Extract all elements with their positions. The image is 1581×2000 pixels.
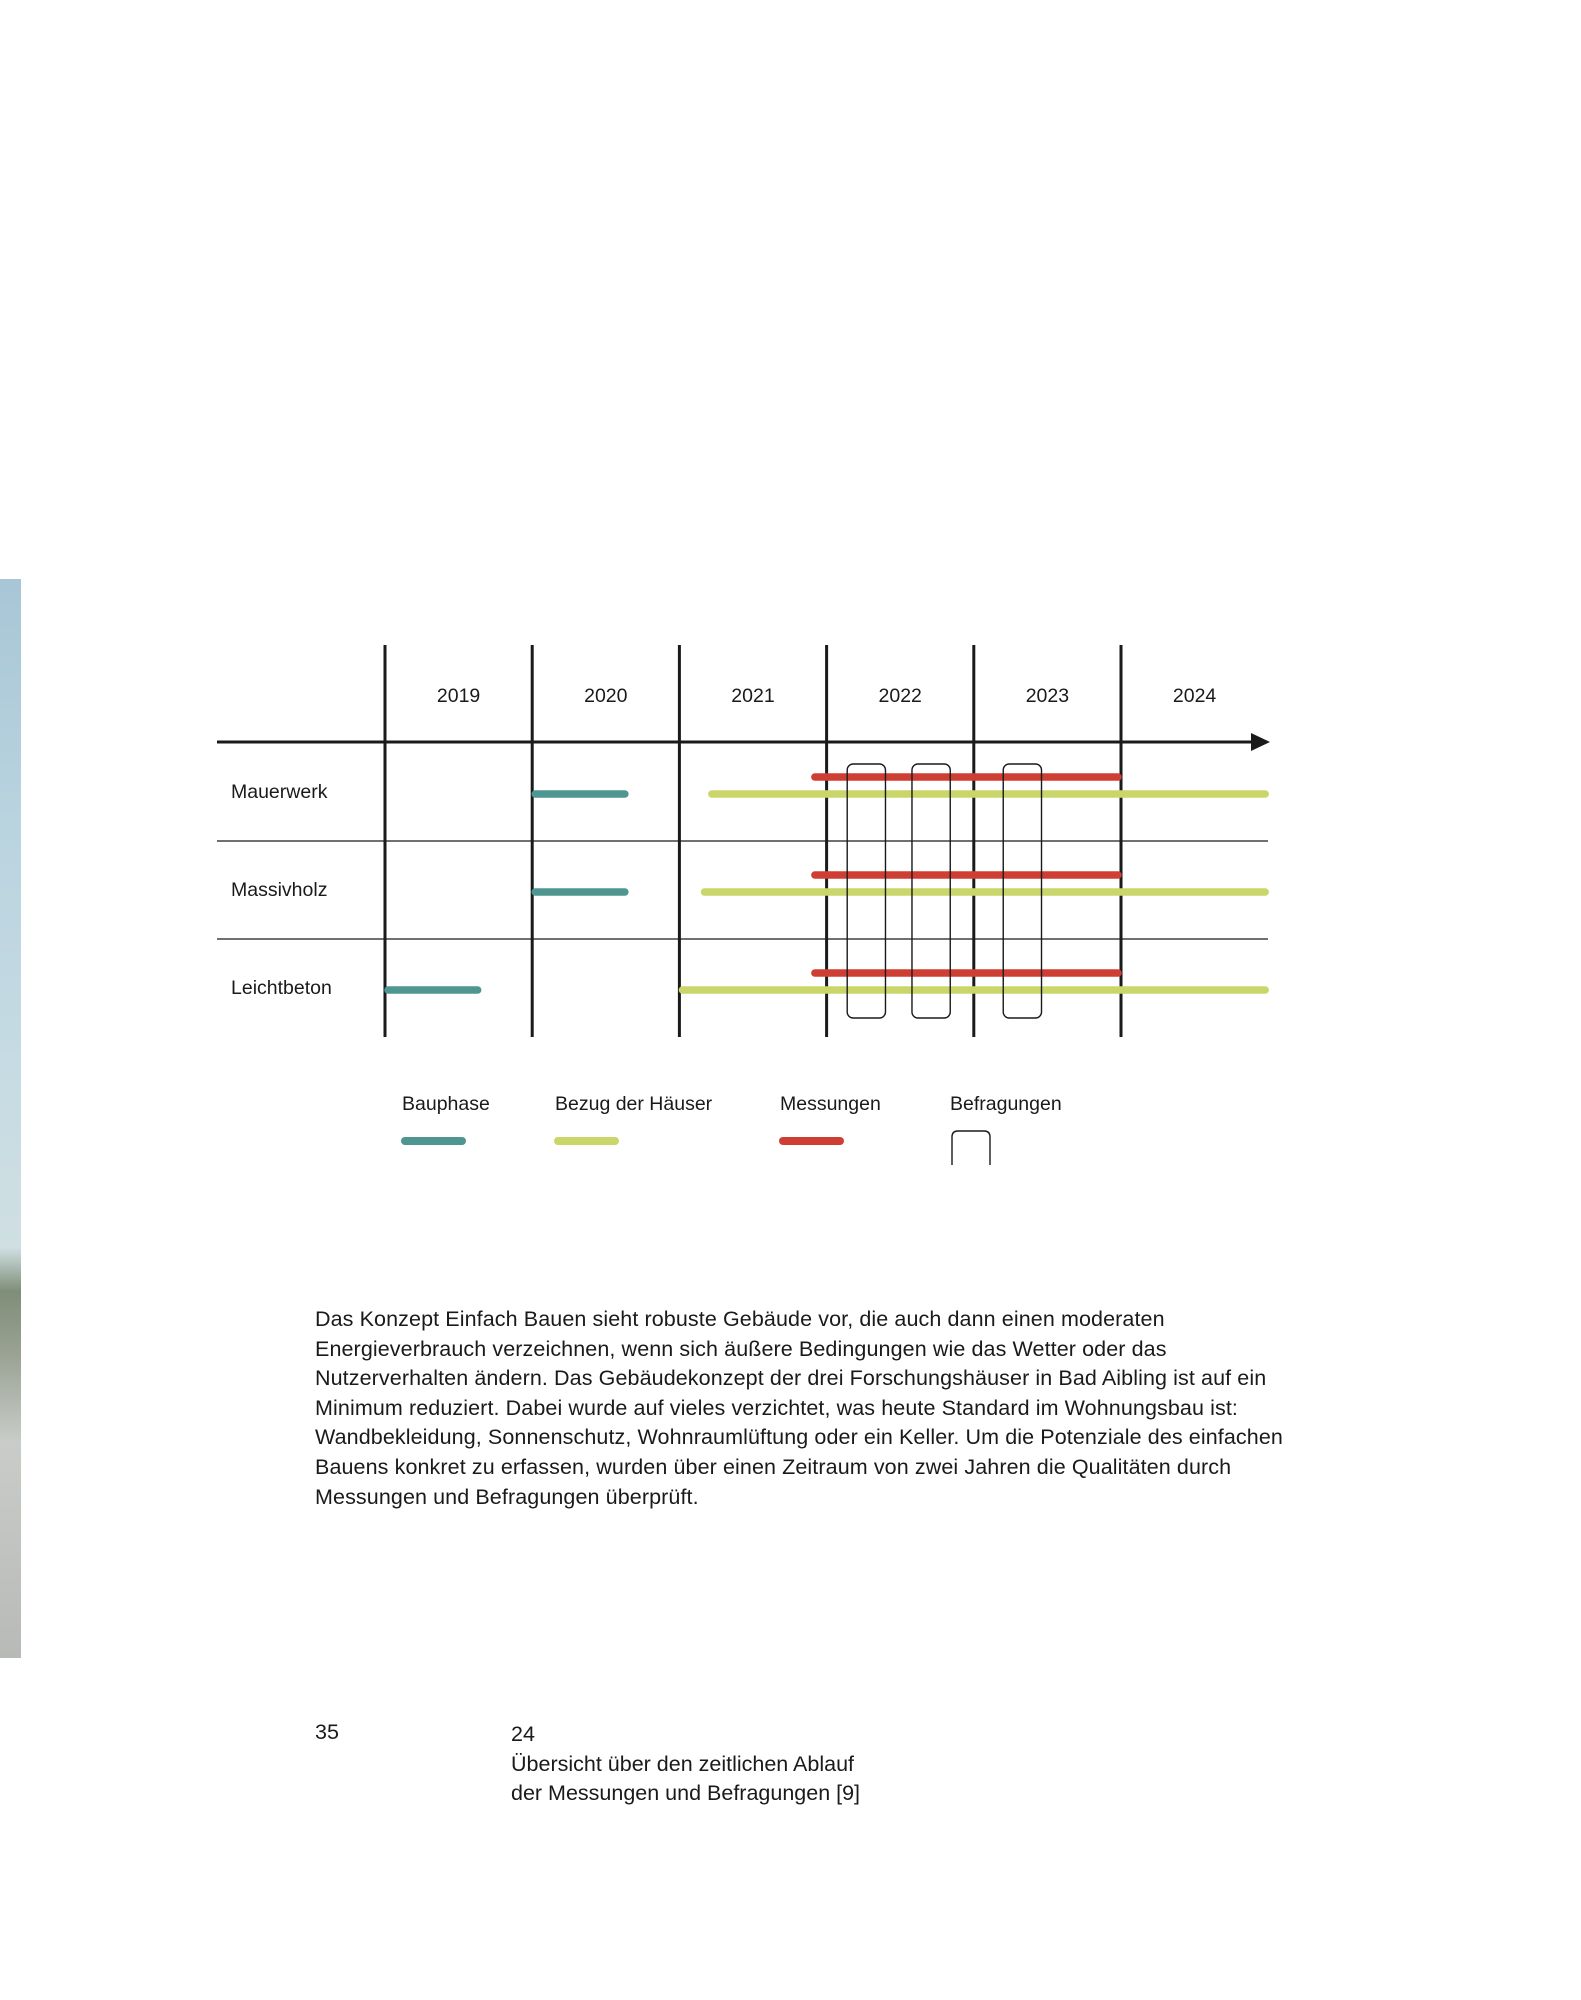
time-axis-arrowhead (1251, 733, 1270, 751)
year-label-2021: 2021 (731, 685, 775, 707)
figure-caption (511, 1720, 860, 1809)
legend-label-befragungen: Befragungen (950, 1093, 1062, 1115)
caption-line-1: Übersicht über den zeitlichen Ablauf (511, 1751, 855, 1776)
row-label-mauerwerk: Mauerwerk (231, 781, 328, 803)
legend-label-bauphase: Bauphase (402, 1093, 490, 1115)
legend-label-bezug: Bezug der Häuser (555, 1093, 713, 1115)
year-label-2024: 2024 (1172, 685, 1217, 707)
legend-swatch-befragungen (952, 1131, 990, 1165)
body-paragraph: Das Konzept Einfach Bauen sieht robuste Gebäude vor, die auch dann einen moderaten Energieverbrauch verzeichnen, wenn sich äußere Bedingungen wie das Wetter oder das Nutzerverhalten ändern. Das Gebäudekonzept der drei Forschungshäuser in Bad Aibling ist auf ein Minimum reduziert. Dabei wurde auf vieles verzichtet, was heute Standard im Wohnungsbau ist: Wandbekleidung, Sonnenschutz, Wohnraumlüftung oder ein Keller. Um die Potenziale des einfachen Bauens konkret zu erfassen, wurden über einen Zeitraum von zwei Jahren die Qualitäten durch Messungen und Befragungen überprüft. (315, 1307, 1283, 1509)
legend-label-messungen: Messungen (780, 1093, 881, 1115)
page-number: 35 (315, 1720, 339, 1744)
year-label-2020: 2020 (584, 685, 628, 707)
year-label-2019: 2019 (436, 685, 481, 707)
year-label-2022: 2022 (878, 685, 922, 707)
row-label-massivholz: Massivholz (231, 879, 328, 901)
figure-number: 24 (511, 1722, 535, 1746)
caption-line-2: der Messungen und Befragungen [9] (511, 1781, 861, 1806)
year-label-2023: 2023 (1025, 685, 1070, 707)
row-label-leichtbeton: Leichtbeton (231, 977, 332, 999)
